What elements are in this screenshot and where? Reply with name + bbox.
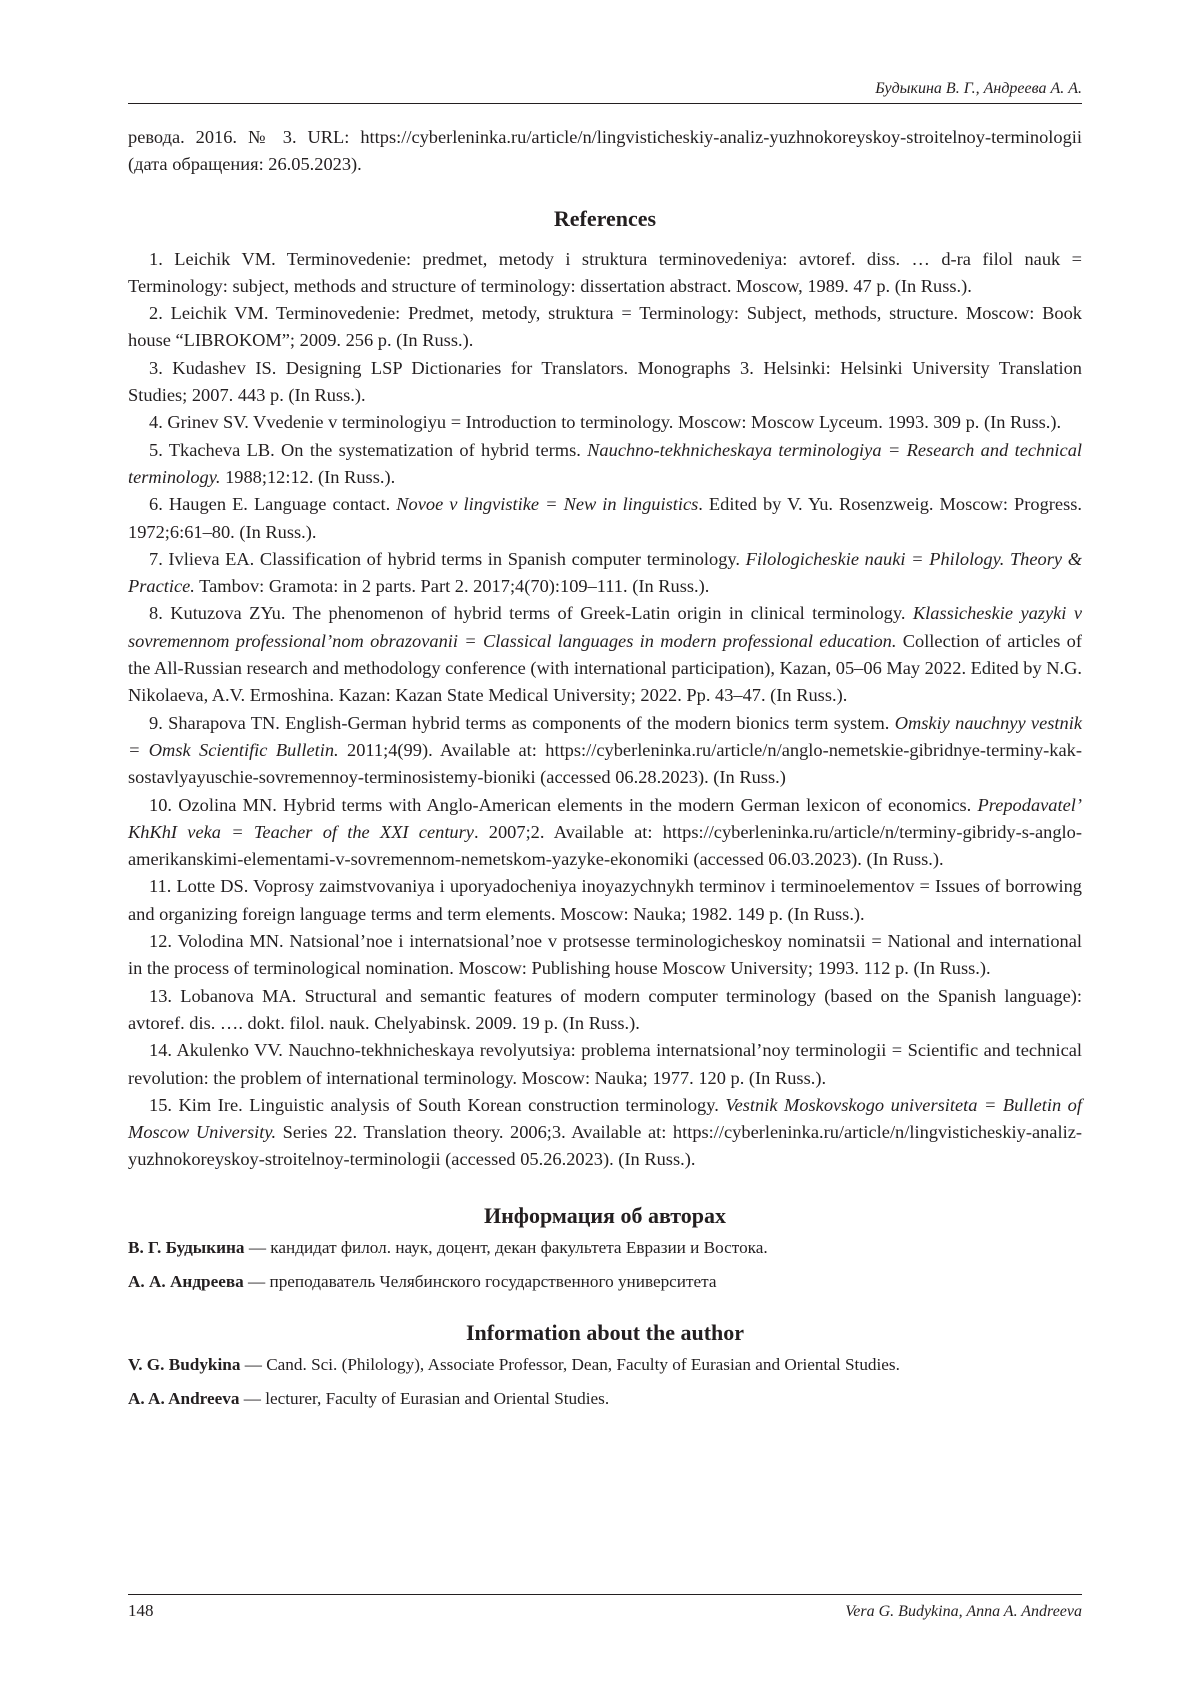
reference-item: 1. Leichik VM. Terminovedenie: predmet, metody i struktura terminovedeniya: avtoref. diss. … d-ra filol nauk = Terminology: subject, methods and structure of terminology: dissertation abstract. Moscow, 1989. 47 p. (In Russ.). — [128, 248, 1082, 296]
author-name: A. A. Andreeva — [128, 1388, 240, 1408]
reference-item: 13. Lobanova MA. Structural and semantic features of modern computer terminology (based on the Spanish language): avtoref. dis. …. dokt. filol. nauk. Chelyabinsk. 2009. 19 p. (In Russ.). — [128, 985, 1082, 1033]
authors-info-heading-en: Information about the author — [465, 1319, 745, 1345]
author-name: В. Г. Будыкина — [128, 1237, 245, 1257]
reference-item: 14. Akulenko VV. Nauchno-tekhnicheskaya revolyutsiya: problema internatsional’noy terminologii = Scientific and technical revolution: the problem of international terminology. Moscow: Nauka; 1977. 120 p. (In Russ.). — [128, 1040, 1082, 1088]
author-info-ru: А. А. Андреева — преподаватель Челябинского государственного университета — [128, 1271, 717, 1291]
reference-item: 8. Kutuzova ZYu. The phenomenon of hybrid terms of Greek-Latin origin in clinical terminology. Klassicheskie yazyki v sovremennom professional’nom obrazovanii = Classical languages in modern professional education. Collection of articles of the All-Russian research and methodology conference (with international participation), Kazan, 05–06 May 2022. Edited by N.G. Nikolaeva, A.V. Ermoshina. Kazan: Kazan State Medical University; 2022. Pp. 43–47. (In Russ.). — [128, 603, 1082, 706]
author-info-ru: В. Г. Будыкина — кандидат филол. наук, доцент, декан факультета Евразии и Востока. — [128, 1237, 768, 1257]
reference-item: 6. Haugen E. Language contact. Novoe v lingvistike = New in linguistics. Edited by V. Yu. Rosenzweig. Moscow: Progress. 1972;6:61–80. (In Russ.). — [128, 494, 1082, 542]
running-footer: Vera G. Budykina, Anna A. Andreeva — [845, 1603, 1082, 1620]
running-header: Будыкина В. Г., Андреева А. А. — [875, 80, 1082, 97]
header-rule — [128, 103, 1082, 104]
page-content — [128, 124, 1082, 1420]
reference-list — [128, 246, 1082, 1174]
reference-item: 11. Lotte DS. Voprosy zaimstvovaniya i uporyadocheniya inoyazychnykh terminov i terminoelementov = Issues of borrowing and organizing foreign language terms and term elements. Moscow: Nauka; 1982. 149 p. (In Russ.). — [128, 876, 1082, 924]
reference-item: 12. Volodina MN. Natsional’noe i internatsional’noe v protsesse terminologicheskoy nominatsii = National and international in the process of terminological nomination. Moscow: Publishing house Moscow University; 1993. 112 p. (In Russ.). — [128, 931, 1082, 979]
reference-item: 5. Tkacheva LB. On the systematization of hybrid terms. Nauchno-tekhnicheskaya terminologiya = Research and technical terminology. 1988;12:12. (In Russ.). — [128, 439, 1082, 487]
author-name: А. А. Андреева — [128, 1271, 244, 1291]
author-info-en: A. A. Andreeva — lecturer, Faculty of Eurasian and Oriental Studies. — [128, 1388, 610, 1408]
reference-item: 9. Sharapova TN. English-German hybrid terms as components of the modern bionics term system. Omskiy nauchnyy vestnik = Omsk Scientific Bulletin. 2011;4(99). Available at: https://cyberleninka.ru/article/n/anglo-nemetskie-gibridnye-terminy-kak-sostavlyayuschie-sovremennoy-terminosistemy-bioniki (accessed 06.28.2023). (In Russ.) — [128, 712, 1082, 788]
authors-info-heading-ru: Информация об авторах — [483, 1202, 727, 1228]
author-info-en: V. G. Budykina — Cand. Sci. (Philology), Associate Professor, Dean, Faculty of Eurasian and Oriental Studies. — [128, 1354, 900, 1374]
reference-item: 2. Leichik VM. Terminovedenie: Predmet, metody, struktura = Terminology: Subject, methods, structure. Moscow: Book house “LIBROKOM”; 2009. 256 p. (In Russ.). — [128, 303, 1082, 351]
reference-item: 4. Grinev SV. Vvedenie v terminologiyu = Introduction to terminology. Moscow: Moscow Lyceum. 1993. 309 p. (In Russ.). — [149, 412, 1062, 433]
reference-item: 15. Kim Ire. Linguistic analysis of South Korean construction terminology. Vestnik Moskovskogo universiteta = Bulletin of Moscow University. Series 22. Translation theory. 2006;3. Available at: https://cyberleninka.ru/article/n/lingvisticheskiy-analiz-yuzhnokoreyskoy-stroitelnoy-terminologii (accessed 05.26.2023). (In Russ.). — [128, 1094, 1082, 1170]
page-number: 148 — [128, 1601, 154, 1620]
reference-item: 3. Kudashev IS. Designing LSP Dictionaries for Translators. Monographs 3. Helsinki: Helsinki University Translation Studies; 2007. 443 p. (In Russ.). — [128, 357, 1082, 406]
reference-item: 7. Ivlieva EA. Classification of hybrid terms in Spanish computer terminology. Filologicheskie nauki = Philology. Theory & Practice. Tambov: Gramota: in 2 parts. Part 2. 2017;4(70):109–111. (In Russ.). — [128, 548, 1082, 597]
references-heading: References — [553, 205, 657, 231]
intro-continuation: ревода. 2016. № 3. URL: https://cyberleninka.ru/article/n/lingvisticheskiy-analiz-yuzhnokoreyskoy-stroitelnoy-terminologii (дата обращения: 26.05.2023). — [128, 127, 1082, 175]
footer-rule — [128, 1594, 1082, 1595]
author-name: V. G. Budykina — [128, 1354, 241, 1374]
paper-page — [128, 0, 1082, 1697]
reference-item: 10. Ozolina MN. Hybrid terms with Anglo-American elements in the modern German lexicon of economics. Prepodavatel’ KhKhI veka = Teacher of the XXI century. 2007;2. Available at: https://cyberleninka.ru/article/n/terminy-gibridy-s-anglo-amerikanskimi-elementami-v-sovremennom-nemetskom-yazyke-ekonomiki (accessed 06.03.2023). (In Russ.). — [128, 794, 1082, 870]
